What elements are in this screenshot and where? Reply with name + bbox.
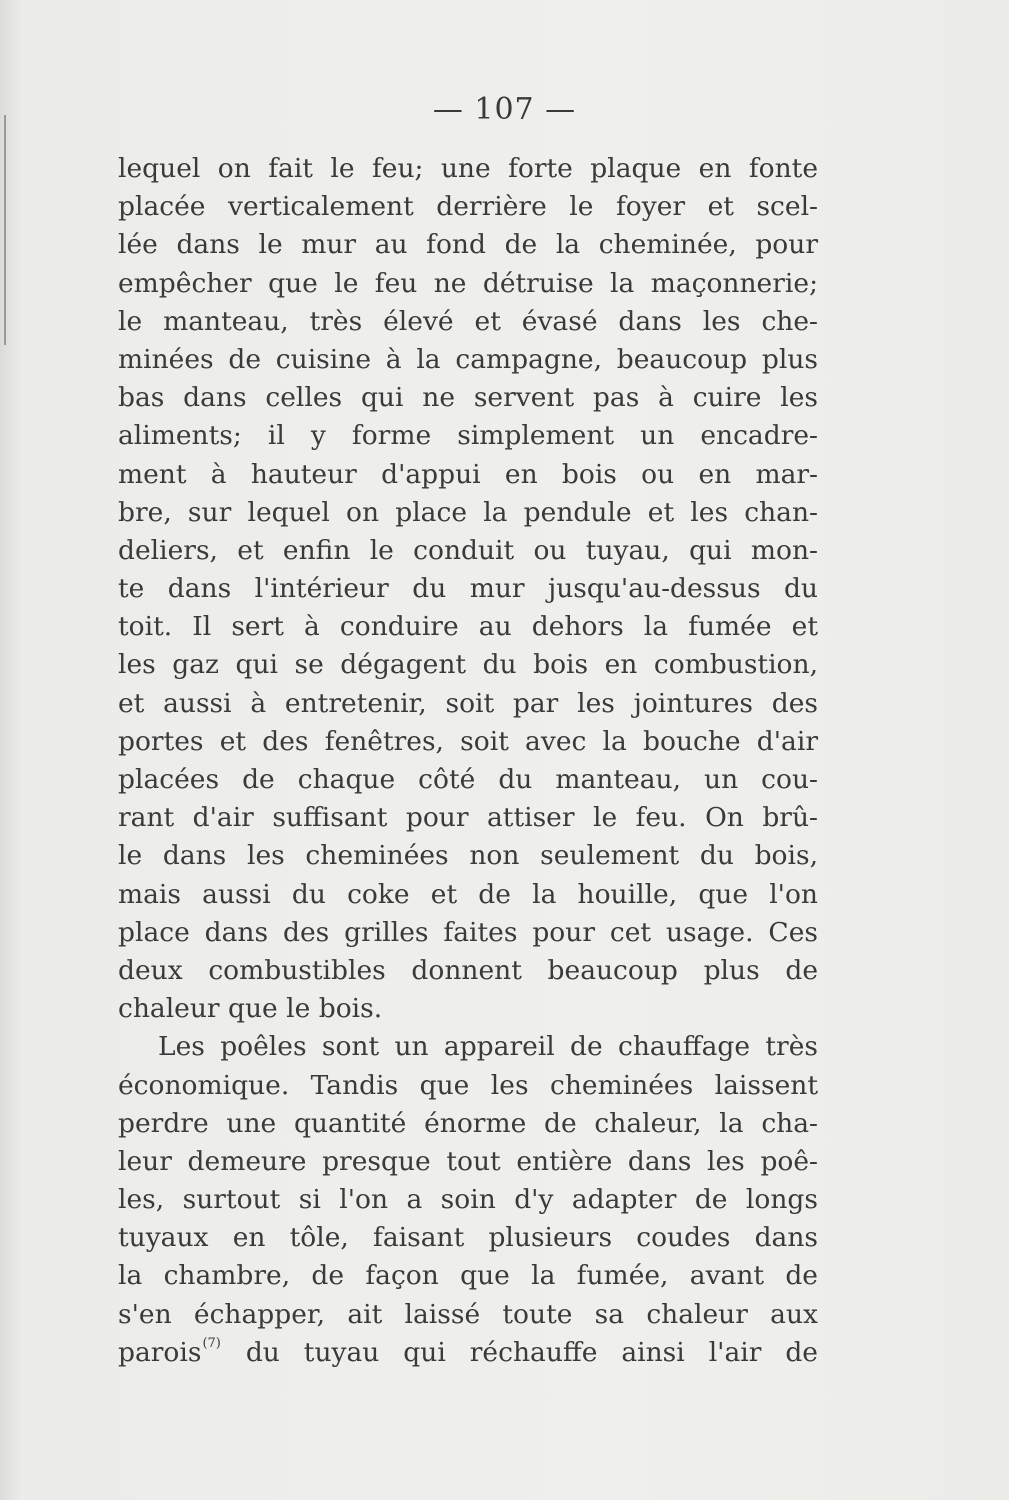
text-line: la chambre, de façon que la fumée, avant de — [118, 1260, 818, 1292]
text-line: aliments; il y forme simplement un encadre- — [118, 420, 818, 452]
text-line: ment à hauteur d'appui en bois ou en mar- — [118, 458, 818, 490]
footnote-marker[interactable]: (7) — [202, 1335, 221, 1351]
text-line: Les poêles sont un appareil de chauffage très — [158, 1031, 818, 1063]
text-line: lequel on fait le feu; une forte plaque en fonte — [118, 153, 818, 184]
text-line: perdre une quantité énorme de chaleur, la cha- — [118, 1107, 818, 1139]
text-line: deliers, et enfin le conduit ou tuyau, qui mon- — [118, 534, 818, 566]
text-line: et aussi à entretenir, soit par les jointures des — [118, 687, 818, 719]
text-line: minées de cuisine à la campagne, beaucoup plus — [118, 343, 818, 375]
text-line: mais aussi du coke et de la houille, que l'on — [118, 878, 818, 910]
text-line: tuyaux en tôle, faisant plusieurs coudes dans — [118, 1222, 818, 1254]
text-line: place dans des grilles faites pour cet usage. Ces — [118, 916, 818, 948]
text-line: empêcher que le feu ne détruise la maçonnerie; — [118, 267, 818, 299]
binding-edge — [4, 115, 6, 345]
text-line: les, surtout si l'on a soin d'y adapter de longs — [118, 1184, 818, 1216]
text-fragment: parois — [118, 1336, 202, 1368]
text-line: deux combustibles donnent beaucoup plus de — [118, 954, 818, 986]
text-line: leur demeure presque tout entière dans les poê- — [118, 1145, 818, 1177]
text-line: toit. Il sert à conduire au dehors la fumée et — [118, 611, 818, 643]
text-line: s'en échapper, ait laissé toute sa chaleur aux — [118, 1298, 818, 1330]
text-line: bas dans celles qui ne servent pas à cuire les — [118, 382, 818, 414]
text-line: te dans l'intérieur du mur jusqu'au-dessus du — [118, 573, 818, 605]
text-line: placées de chaque côté du manteau, un cou- — [118, 764, 818, 795]
text-line: le dans les cheminées non seulement du bois, — [118, 840, 818, 872]
text-line: le manteau, très élevé et évasé dans les che- — [118, 305, 818, 337]
text-line: portes et des fenêtres, soit avec la bouche d'air — [118, 725, 818, 757]
text-line: placée verticalement derrière le foyer et scel- — [118, 191, 818, 223]
body-text — [118, 150, 818, 1372]
text-line: chaleur que le bois. — [118, 993, 383, 1025]
text-line: lée dans le mur au fond de la cheminée, pour — [118, 229, 818, 261]
text-line: économique. Tandis que les cheminées laissent — [118, 1069, 818, 1101]
page-number: — 107 — — [432, 92, 577, 127]
text-fragment: du tuyau qui réchauffe ainsi l'air de — [221, 1336, 818, 1368]
text-line: les gaz qui se dégagent du bois en combustion, — [118, 649, 818, 681]
text-line: rant d'air suffisant pour attiser le feu. On brû- — [118, 802, 818, 834]
text-line: bre, sur lequel on place la pendule et les chan- — [118, 496, 818, 528]
text-line-with-note — [118, 1334, 818, 1372]
